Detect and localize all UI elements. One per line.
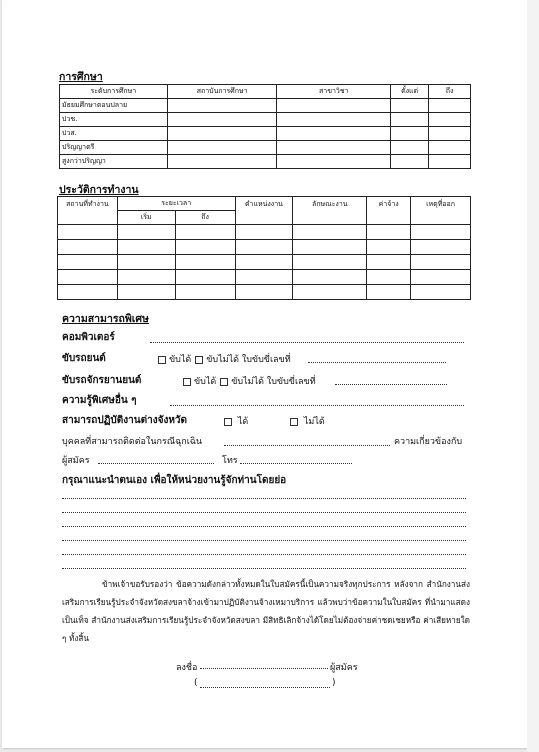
drive-moto-label: ขับรถจักรยานยนต์: [62, 375, 142, 386]
work-subheader: เริ่ม: [117, 211, 175, 225]
table-cell[interactable]: [167, 141, 277, 155]
phone-field[interactable]: [240, 463, 352, 464]
table-cell[interactable]: [293, 225, 367, 240]
emergency-contact-label: บุคคลที่สามารถติดต่อในกรณีฉุกเฉิน: [62, 437, 203, 447]
table-cell[interactable]: [293, 255, 367, 270]
table-cell[interactable]: [429, 113, 471, 127]
table-cell[interactable]: [429, 155, 471, 169]
table-cell[interactable]: [175, 240, 235, 255]
work-header-row: [58, 197, 471, 211]
self-intro-line[interactable]: [62, 554, 466, 555]
name-close-paren: ): [332, 678, 336, 688]
table-row: [58, 255, 471, 270]
education-level: ปวช.: [60, 113, 168, 127]
checkbox-can-drive-moto[interactable]: [183, 378, 191, 386]
table-cell[interactable]: [367, 270, 411, 285]
education-title: การศึกษา: [59, 71, 103, 83]
table-cell[interactable]: [175, 255, 235, 270]
table-cell[interactable]: [277, 99, 391, 113]
education-header: ถึง: [429, 85, 471, 99]
table-cell[interactable]: [175, 285, 235, 300]
table-cell[interactable]: [175, 270, 235, 285]
education-table: [59, 84, 471, 169]
table-row: [58, 225, 471, 240]
education-level: ปวส.: [60, 127, 168, 141]
table-cell[interactable]: [411, 255, 471, 270]
work-header: สถานที่ทำงาน: [58, 197, 118, 225]
self-intro-line[interactable]: [62, 526, 466, 527]
table-row: [60, 127, 471, 141]
page-edge: [527, 0, 539, 752]
table-cell[interactable]: [391, 155, 429, 169]
self-intro-line[interactable]: [62, 540, 466, 541]
table-cell[interactable]: [391, 113, 429, 127]
table-cell[interactable]: [235, 255, 293, 270]
table-cell[interactable]: [235, 270, 293, 285]
drive-car-options: [154, 352, 291, 366]
work-history-table: [57, 196, 471, 300]
self-intro-line[interactable]: [62, 498, 466, 499]
table-row: [60, 113, 471, 127]
other-knowledge-field[interactable]: [170, 405, 464, 406]
table-cell[interactable]: [367, 240, 411, 255]
self-intro-title: กรุณาแนะนำตนเอง เพื่อให้หน่วยงานรู้จักท่านโดยย่อ: [62, 475, 287, 486]
self-intro-line[interactable]: [62, 512, 466, 513]
table-cell[interactable]: [293, 285, 367, 300]
table-cell[interactable]: [117, 255, 175, 270]
can-drive-label: ขับได้: [194, 377, 217, 387]
checkbox-upcountry-yes[interactable]: [224, 418, 232, 426]
table-row: [58, 240, 471, 255]
skills-title: ความสามารถพิเศษ: [62, 313, 149, 325]
applicant-sign-label: ผู้สมัคร: [330, 663, 358, 673]
license-label: ใบขับขี่เลขที่: [241, 355, 291, 365]
self-intro-line[interactable]: [62, 568, 466, 569]
work-header: ค่าจ้าง: [367, 197, 411, 225]
phone-label: โทร: [222, 456, 238, 466]
computer-field[interactable]: [150, 342, 464, 343]
cannot-drive-label: ขับไม่ได้: [231, 377, 264, 387]
cannot-drive-label: ขับไม่ได้: [206, 355, 239, 365]
education-header: ตั้งแต่: [391, 85, 429, 99]
table-cell[interactable]: [277, 113, 391, 127]
name-open-paren: (: [194, 678, 198, 688]
emergency-contact-field[interactable]: [224, 445, 390, 446]
table-cell[interactable]: [117, 285, 175, 300]
table-cell[interactable]: [367, 255, 411, 270]
table-cell[interactable]: [411, 270, 471, 285]
car-license-field[interactable]: [308, 362, 446, 363]
table-cell[interactable]: [58, 240, 118, 255]
table-cell[interactable]: [391, 127, 429, 141]
upcountry-yes-option: [220, 414, 248, 428]
table-cell[interactable]: [167, 127, 277, 141]
table-cell[interactable]: [277, 141, 391, 155]
table-cell[interactable]: [429, 141, 471, 155]
yes-label: ได้: [237, 417, 249, 427]
work-header: ลักษณะงาน: [293, 197, 367, 225]
application-form-page: [2, 0, 527, 748]
work-header: เหตุที่ออก: [411, 197, 471, 225]
table-cell[interactable]: [429, 99, 471, 113]
upcountry-no-option: [286, 414, 325, 428]
table-cell[interactable]: [411, 225, 471, 240]
education-header: สถาบันการศึกษา: [167, 85, 277, 99]
table-cell[interactable]: [293, 240, 367, 255]
drive-moto-options: [179, 374, 316, 388]
work-header: ระยะเวลา: [117, 197, 235, 211]
can-drive-label: ขับได้: [169, 355, 192, 365]
education-level: สูงกว่าปริญญา: [60, 155, 168, 169]
table-cell[interactable]: [429, 127, 471, 141]
signature-field[interactable]: [200, 668, 328, 669]
table-cell[interactable]: [167, 99, 277, 113]
table-cell[interactable]: [391, 141, 429, 155]
work-history-title: ประวัติการทำงาน: [59, 184, 139, 196]
table-row: [60, 155, 471, 169]
table-cell[interactable]: [235, 225, 293, 240]
table-cell[interactable]: [117, 240, 175, 255]
table-cell[interactable]: [277, 127, 391, 141]
table-cell[interactable]: [58, 285, 118, 300]
table-cell[interactable]: [235, 285, 293, 300]
no-label: ไม่ได้: [303, 417, 325, 427]
checkbox-can-drive-car[interactable]: [158, 356, 166, 364]
upcountry-label: สามารถปฏิบัติงานต่างจังหวัด: [62, 415, 188, 426]
education-header: ระดับการศึกษา: [60, 85, 168, 99]
table-cell[interactable]: [117, 270, 175, 285]
checkbox-cannot-drive-moto[interactable]: [220, 378, 228, 386]
table-cell[interactable]: [58, 255, 118, 270]
education-header-row: [60, 85, 471, 99]
table-cell[interactable]: [293, 270, 367, 285]
checkbox-upcountry-no[interactable]: [290, 418, 298, 426]
computer-label: คอมพิวเตอร์: [62, 332, 115, 343]
table-cell[interactable]: [58, 270, 118, 285]
license-label: ใบขับขี่เลขที่: [266, 377, 316, 387]
moto-license-field[interactable]: [335, 384, 447, 385]
table-cell[interactable]: [277, 155, 391, 169]
other-knowledge-label: ความรู้พิเศษอื่น ๆ: [62, 395, 137, 406]
work-header: ตำแหน่งงาน: [235, 197, 293, 225]
table-row: [60, 141, 471, 155]
table-row: [58, 285, 471, 300]
table-cell[interactable]: [175, 225, 235, 240]
relation-label: ความเกี่ยวข้องกับ: [394, 437, 463, 447]
table-cell[interactable]: [167, 155, 277, 169]
sign-label: ลงชื่อ: [176, 663, 198, 673]
table-row: [60, 99, 471, 113]
table-cell[interactable]: [411, 285, 471, 300]
table-cell[interactable]: [117, 225, 175, 240]
checkbox-cannot-drive-car[interactable]: [195, 356, 203, 364]
education-level: ปริญญาตรี: [60, 141, 168, 155]
declaration-text: ข้าพเจ้าขอรับรองว่า ข้อความดังกล่าวทั้งหมดในใบสมัครนี้เป็นความจริงทุกประการ หลังจาก สำนักงานส่งเสริมการเรียนรู้ประจำจังหวัดสงขลาจ้างเข้ามาปฏิบัติงานจ้างเหมาบริการ แล้วพบว่าข้อความในใบสมัคร ที่นำมาแสดงเป็นเท็จ สำนักงานส่งเสริมการเรียนรู้ประจำจังหวัดสงขลา มีสิทธิเลิกจ้างได้โดยไม่ต้องจ่ายค่าชดเชยหรือ ค่าเสียหายใด ๆ ทั้งสิ้น: [62, 579, 470, 643]
applicant-label: ผู้สมัคร: [62, 456, 90, 466]
drive-car-label: ขับรถยนต์: [62, 353, 106, 364]
table-row: [58, 270, 471, 285]
relation-field[interactable]: [98, 463, 214, 464]
work-subheader: ถึง: [175, 211, 235, 225]
education-level: มัธยมศึกษาตอนปลาย: [60, 99, 168, 113]
table-cell[interactable]: [367, 285, 411, 300]
table-cell[interactable]: [58, 225, 118, 240]
printed-name-field[interactable]: [200, 687, 330, 688]
table-cell[interactable]: [235, 240, 293, 255]
education-header: สาขาวิชา: [277, 85, 391, 99]
table-cell[interactable]: [167, 113, 277, 127]
table-cell[interactable]: [391, 99, 429, 113]
table-cell[interactable]: [411, 240, 471, 255]
table-cell[interactable]: [367, 225, 411, 240]
